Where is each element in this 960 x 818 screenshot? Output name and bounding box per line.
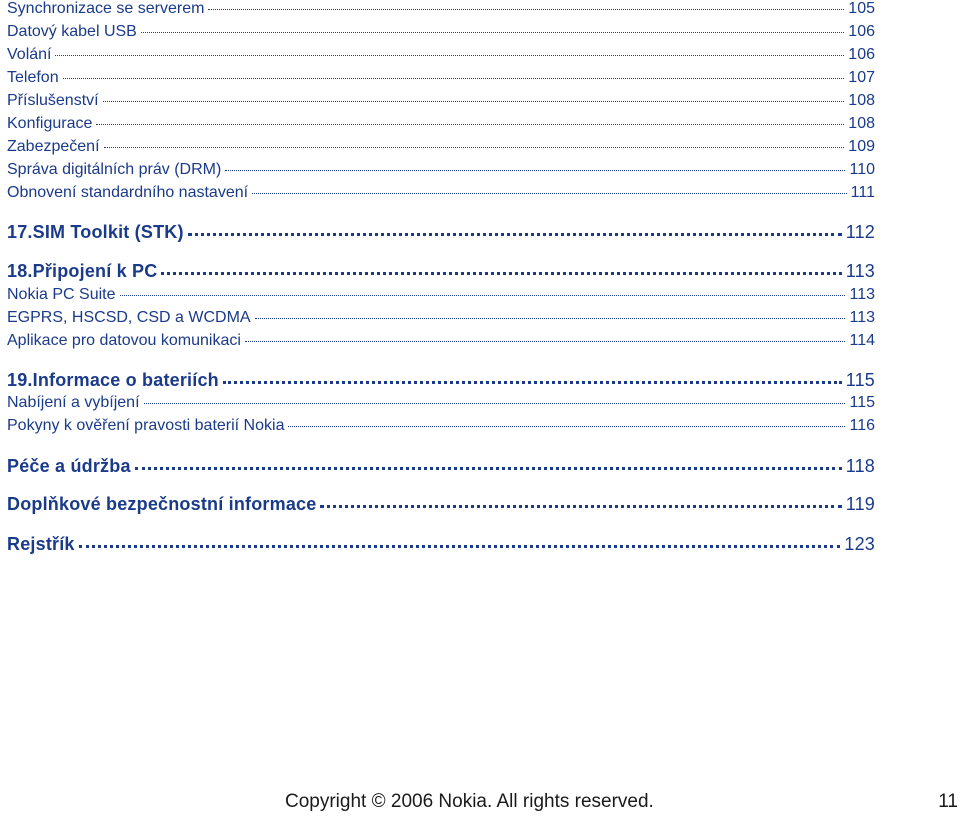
toc-entry-label: Příslušenství [7,92,99,109]
leader-dots [252,192,847,194]
toc-chapter-page: 113 [845,261,875,281]
leader-dots [141,31,844,33]
toc-chapter-page: 112 [845,222,875,242]
toc-entry-label: Nabíjení a vybíjení [7,394,140,411]
toc-entry-label: Zabezpečení [7,138,100,155]
toc-entry[interactable] [7,184,875,202]
toc-entry[interactable] [7,394,875,412]
leader-dots [245,340,846,342]
toc-entry-label: EGPRS, HSCSD, CSD a WCDMA [7,309,251,326]
toc-entry[interactable] [7,309,875,327]
leader-dots [320,504,841,508]
leader-dots [188,232,842,236]
leader-dots [79,544,841,548]
toc-chapter[interactable] [7,370,875,391]
toc-entry-label: Pokyny k ověření pravosti baterií Nokia [7,417,285,434]
leader-dots [104,146,845,148]
toc-chapter-label: 17.SIM Toolkit (STK) [7,222,184,242]
toc-entry-label: Volání [7,46,52,63]
toc-entry-label: Nokia PC Suite [7,286,116,303]
leader-dots [55,54,844,56]
leader-dots [161,271,841,275]
toc-entry[interactable] [7,69,875,87]
leader-dots [144,402,846,404]
toc-chapter[interactable] [7,494,875,515]
toc-entry-page: 107 [848,69,875,86]
toc-entry-page: 111 [850,184,875,201]
toc-chapter[interactable] [7,456,875,477]
toc-chapter-label: Doplňkové bezpečnostní informace [7,494,317,514]
toc-entry-page: 116 [849,417,875,434]
toc-chapter-label: Rejstřík [7,534,75,554]
toc-chapter-page: 119 [845,494,875,514]
toc-chapter-page: 123 [844,534,875,554]
toc-entry[interactable] [7,0,875,18]
page-number: 11 [938,791,958,812]
copyright-notice: Copyright © 2006 Nokia. All rights reserved. [285,791,654,812]
toc-entry[interactable] [7,115,875,133]
toc-chapter[interactable] [7,261,875,282]
leader-dots [288,425,845,427]
toc-entry-page: 106 [848,46,875,63]
leader-dots [208,8,844,10]
toc-entry[interactable] [7,417,875,435]
toc-entry-label: Konfigurace [7,115,93,132]
toc-entry[interactable] [7,92,875,110]
toc-entry-page: 106 [848,23,875,40]
toc-entry-label: Obnovení standardního nastavení [7,184,249,201]
toc-entry[interactable] [7,46,875,64]
toc-entry-page: 105 [848,0,875,17]
toc-entry[interactable] [7,286,875,304]
toc-entry-page: 113 [849,309,875,326]
toc-entry[interactable] [7,332,875,350]
toc-chapter[interactable] [7,222,875,243]
toc-entry-page: 109 [848,138,875,155]
leader-dots [63,77,845,79]
toc-entry-label: Aplikace pro datovou komunikaci [7,332,241,349]
leader-dots [120,294,846,296]
page-footer [0,791,960,815]
toc-chapter-label: 18.Připojení k PC [7,261,158,281]
toc-chapter-page: 118 [845,456,875,476]
leader-dots [96,123,844,125]
toc-entry-page: 115 [849,394,875,411]
toc-chapter-page: 115 [845,370,875,390]
leader-dots [223,380,842,384]
toc-entry[interactable] [7,138,875,156]
toc-entry-page: 108 [848,92,875,109]
toc-entry-label: Synchronizace se serverem [7,0,205,17]
toc-entry-label: Datový kabel USB [7,23,137,40]
toc-entry-page: 108 [848,115,875,132]
toc-entry[interactable] [7,161,875,179]
toc-entry-page: 114 [849,332,875,349]
toc-chapter-label: 19.Informace o bateriích [7,370,219,390]
toc-entry-label: Správa digitálních práv (DRM) [7,161,222,178]
leader-dots [135,466,842,470]
leader-dots [255,317,846,319]
toc-chapter[interactable] [7,534,875,555]
toc-entry[interactable] [7,23,875,41]
leader-dots [103,100,845,102]
toc-entry-label: Telefon [7,69,59,86]
leader-dots [225,169,845,171]
toc-entry-page: 110 [849,161,875,178]
toc-chapter-label: Péče a údržba [7,456,131,476]
toc-entry-page: 113 [849,286,875,303]
